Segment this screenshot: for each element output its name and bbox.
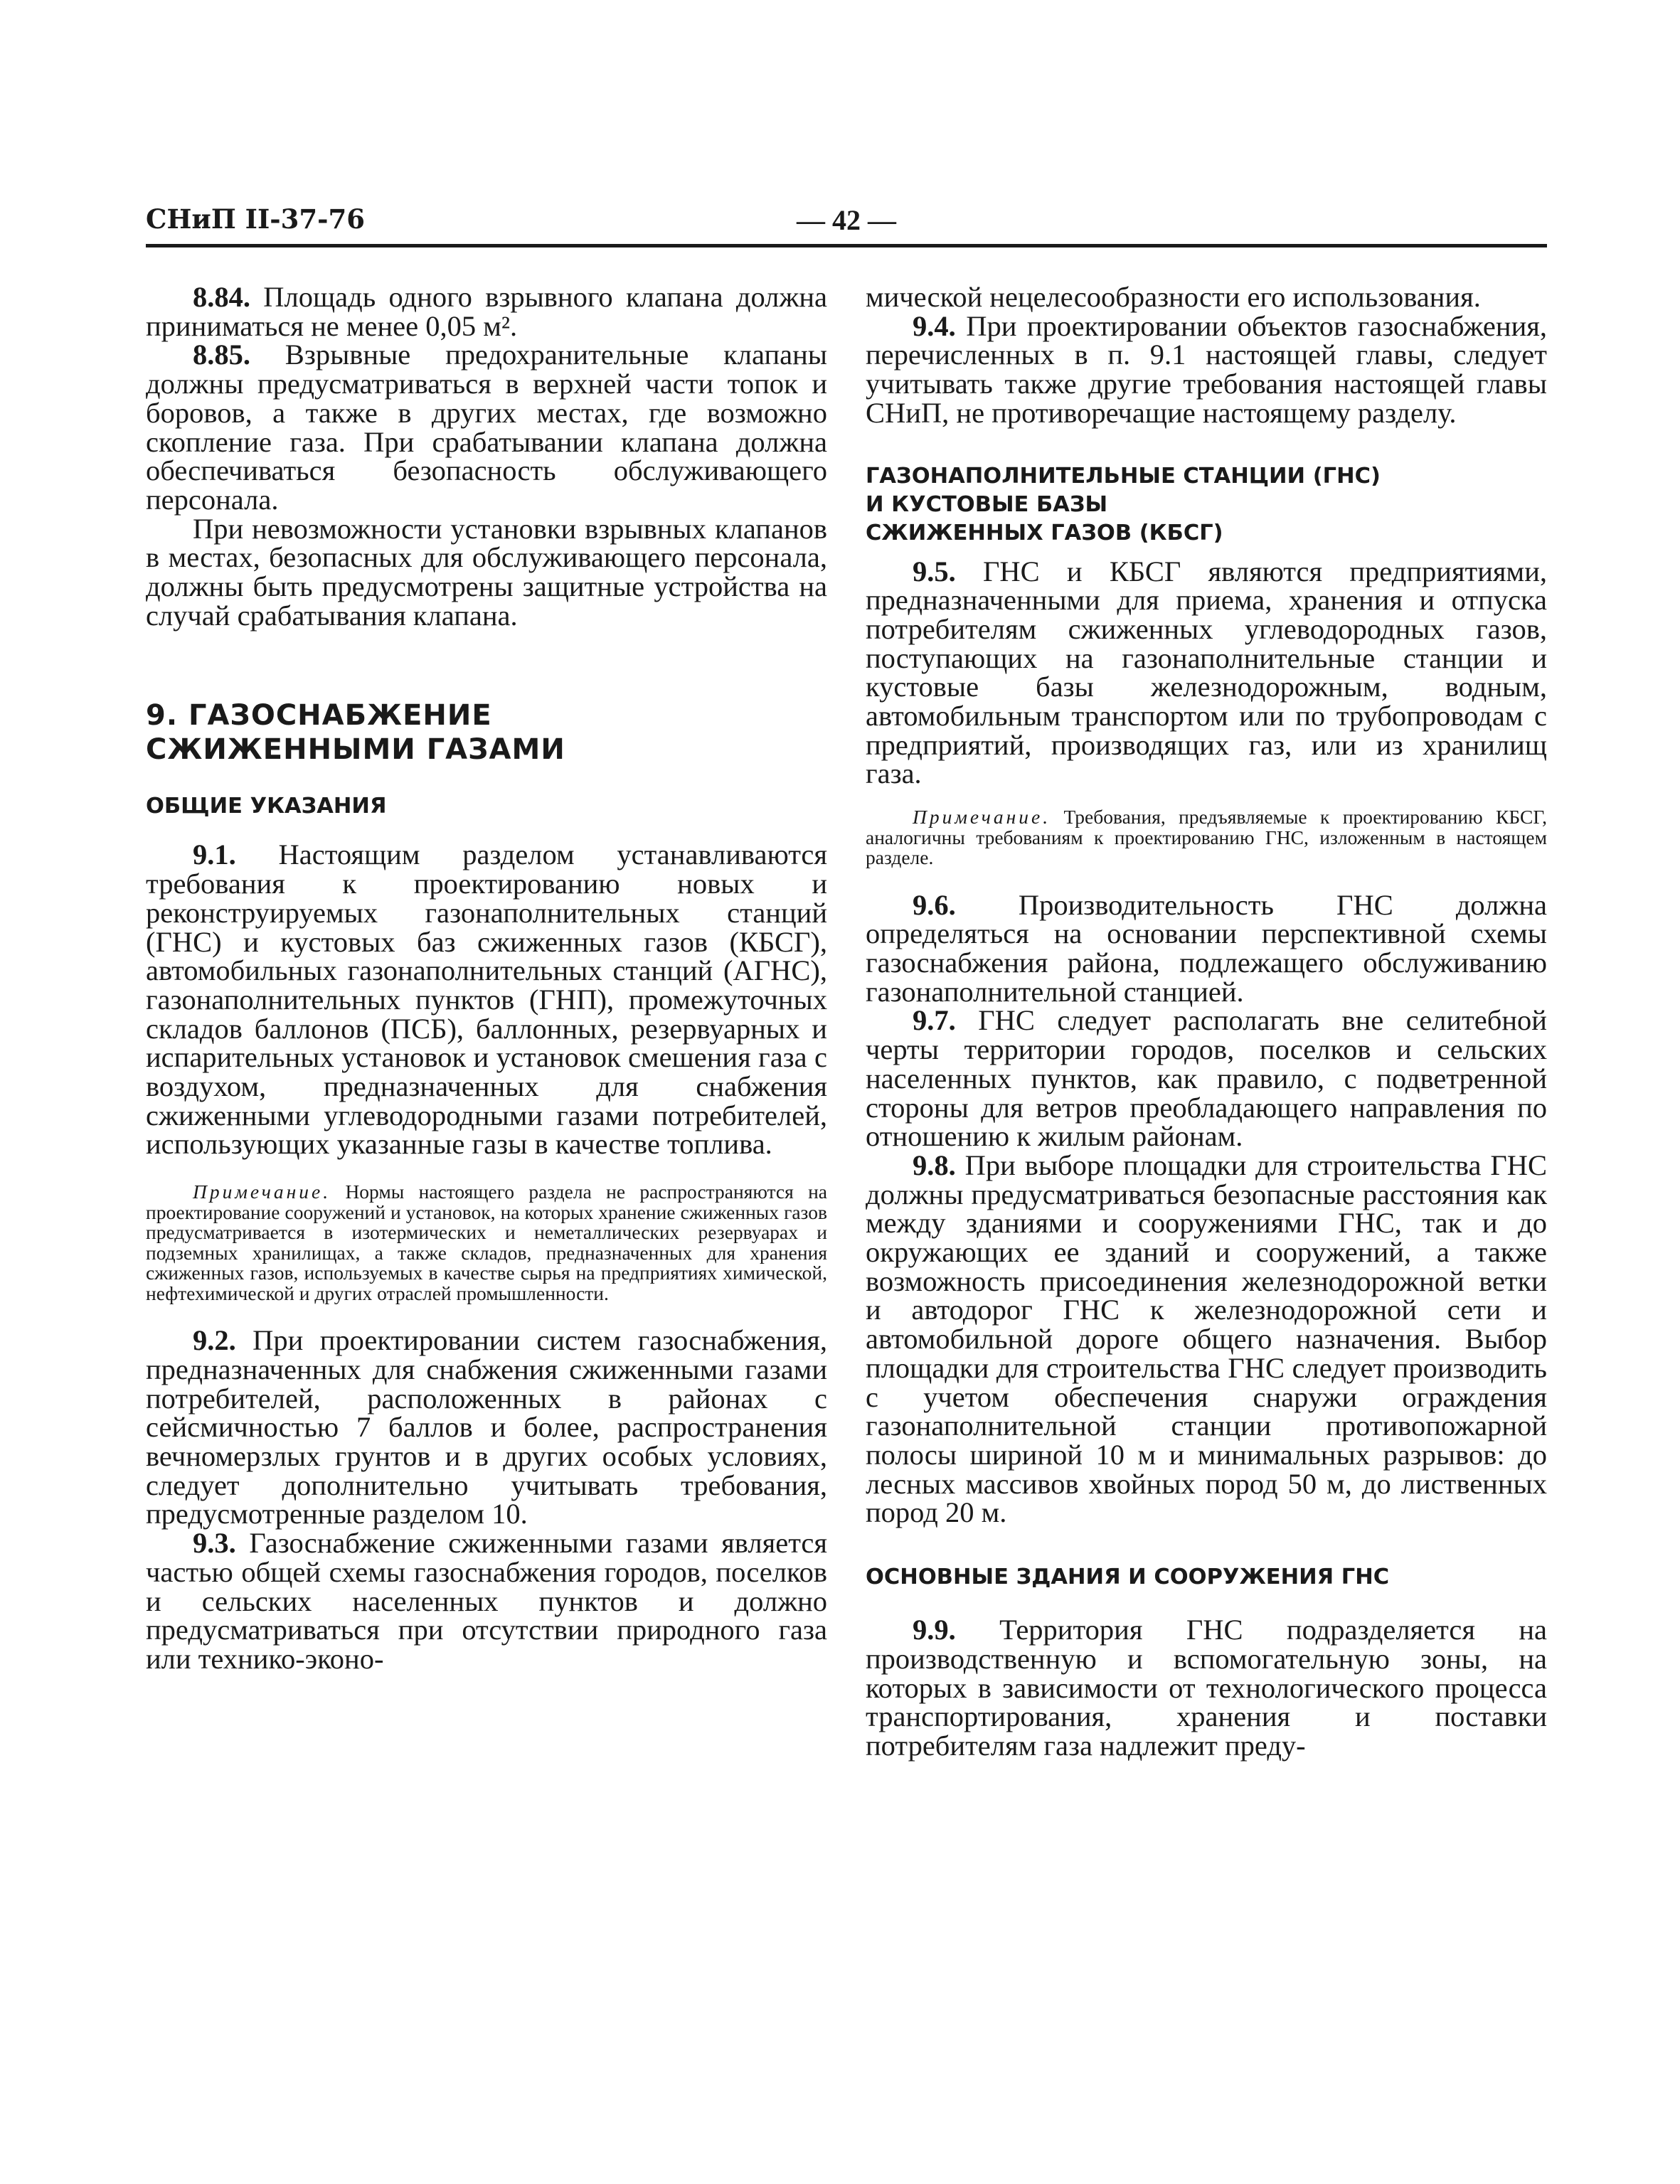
clause-number: 9.4. [913, 309, 956, 342]
heading-line: И КУСТОВЫЕ БАЗЫ [866, 491, 1108, 517]
clause-9-4 [866, 309, 1547, 429]
note-9-5 [866, 807, 1547, 868]
clause-number: 8.85. [193, 339, 250, 371]
clause-text: При выборе площадки для строительства ГНС должны предусматриваться безопасные расстояния как между зданиями и сооружениями ГНС, так и до окружающих ее зданий и сооружений, а также возможность присоединения железнодорожной ветки и автодорог ГНС к железнодорожной сети и автомобильной дороге общего назначения. Выбор площадки для строительства ГНС следует производить с учетом обеспечения снаружи ограждения газонаполнительной станции противопожарной полосы шириной 10 м и минимальных разрывов: до лесных массивов хвойных пород 50 м, до лиственных пород 20 м. [866, 1149, 1547, 1529]
clause-text: При проектировании объектов газоснабжения, перечисленных в п. 9.1 настоящей главы, следует учитывать также другие требования настоящей главы СНиП, не противоречащие настоящему разделу. [866, 309, 1547, 429]
heading-line: СЖИЖЕННЫХ ГАЗОВ (КБСГ) [866, 520, 1223, 545]
clause-text: Производительность ГНС должна определяться на основании перспективной схемы газоснабжения района, подлежащего обслуживанию газонаполнительной станцией. [866, 888, 1547, 1008]
clause-9-7 [866, 1006, 1547, 1151]
clause-number: 9.7. [913, 1004, 956, 1037]
clause-text: ГНС следует располагать вне селитебной черты территории городов, поселков и сельских населенных пунктов, как правило, с подветренной стороны для ветров преобладающего направления по отношению к жилым районам. [866, 1004, 1547, 1153]
clause-text: При проектировании систем газоснабжения, предназначенных для снабжения сжиженными газами потребителей, расположенных в районах с сейсмичностью 7 баллов и более, распространения вечномерзлых грунтов и в других особых условиях, следует дополнительно учитывать требования, предусмотренные разделом 10. [146, 1324, 827, 1530]
clause-9-3-continued: мической нецелесообразности его использования. [866, 281, 1481, 313]
heading-line: ГАЗОНАПОЛНИТЕЛЬНЫЕ СТАНЦИИ (ГНС) [866, 463, 1381, 489]
clause-number: 9.1. [193, 838, 236, 871]
clause-text: Площадь одного взрывного клапана должна приниматься не менее 0,05 м². [146, 281, 827, 342]
section-9-title [146, 698, 827, 767]
right-column [866, 283, 1547, 1761]
subsection-heading-main-buildings: ОСНОВНЫЕ ЗДАНИЯ И СООРУЖЕНИЯ ГНС [866, 1565, 1390, 1590]
page-number: — 42 — [797, 204, 896, 236]
clause-9-9 [866, 1616, 1547, 1761]
clause-text: Настоящим разделом устанавливаются требования к проектированию новых и реконструируемых газонаполнительных станций (ГНС) и кустовых баз сжиженных газов (КБСГ), автомобильных газонаполнительных станций (АГНС), газонаполнительных пунктов (ГНП), промежуточных складов баллонов (ПСБ), баллонных, резервуарных и испарительных установок и установок смешения газа с воздухом, предназначенных для снабжения сжиженными углеводородными газами потребителей, использующих указанные газы в качестве топлива. [146, 838, 827, 1161]
clause-9-8 [866, 1151, 1547, 1528]
note-text: Требования, предъявляемые к проектированию КБСГ, аналогичны требованиям к проектированию ГНС, изложенным в настоящем разделе. [866, 806, 1547, 869]
subsection-heading-gns [866, 462, 1547, 548]
clause-number: 9.9. [913, 1614, 956, 1646]
clause-number: 9.3. [193, 1527, 236, 1560]
clause-text: Взрывные предохранительные клапаны должны предусматриваться в верхней части топок и боровов, а также в других местах, где возможно скопление газа. При срабатывании клапана должна обеспечиваться безопасность обслуживающего персонала. [146, 339, 827, 516]
clause-8-84 [146, 283, 827, 341]
note-label: Примечание. [193, 1181, 331, 1203]
clause-number: 9.5. [913, 555, 956, 587]
clause-8-85-continued: При невозможности установки взрывных клапанов в местах, безопасных для обслуживающего персонала, должны быть предусмотрены защитные устройства на случай срабатывания клапана. [146, 512, 827, 632]
left-column [146, 283, 827, 1674]
clause-9-2 [146, 1326, 827, 1529]
clause-number: 8.84. [193, 281, 250, 313]
subsection-heading-general: ОБЩИЕ УКАЗАНИЯ [146, 794, 387, 819]
note-label: Примечание. [913, 806, 1051, 829]
clause-9-1 [146, 838, 827, 1161]
clause-text: Газоснабжение сжиженными газами является частью общей схемы газоснабжения городов, поселков и сельских населенных пунктов и должно предусматриваться при отсутствии природного газа или технико-эконо- [146, 1527, 827, 1675]
clause-9-6 [866, 888, 1547, 1008]
page-header [146, 203, 1547, 240]
clause-8-85 [146, 341, 827, 514]
clause-number: 9.8. [913, 1149, 956, 1181]
document-code: СНиП II-37-76 [146, 203, 365, 235]
section-title-line: 9. ГАЗОСНАБЖЕНИЕ [146, 699, 492, 733]
clause-number: 9.6. [913, 888, 956, 921]
clause-number: 9.2. [193, 1324, 236, 1357]
header-rule [146, 244, 1547, 247]
clause-text: Территория ГНС подразделяется на производственную и вспомогательную зоны, на которых в зависимости от технологического процесса транспортирования, хранения и поставки потребителям газа надлежит преду- [866, 1614, 1547, 1762]
note-9-1 [146, 1182, 827, 1304]
section-title-line: СЖИЖЕННЫМИ ГАЗАМИ [146, 733, 565, 767]
clause-text: ГНС и КБСГ являются предприятиями, предназначенными для приема, хранения и отпуска потребителям сжиженных углеводородных газов, поступающих на газонаполнительные станции и кустовые базы железнодорожным, водным, автомобильным транспортом или по трубопроводам с предприятий, производящих газ, или из хранилищ газа. [866, 555, 1547, 790]
note-text: Нормы настоящего раздела не распространяются на проектирование сооружений и установок, на которых хранение сжиженных газов предусматривается в изотермических и неметаллических резервуарах и подземных хранилищах, а также складов, предназначенных для хранения сжиженных газов, используемых в качестве сырья на предприятиях химической, нефтехимической и других отраслей промышленности. [146, 1181, 827, 1304]
clause-9-5 [866, 555, 1547, 790]
clause-9-3 [146, 1529, 827, 1674]
